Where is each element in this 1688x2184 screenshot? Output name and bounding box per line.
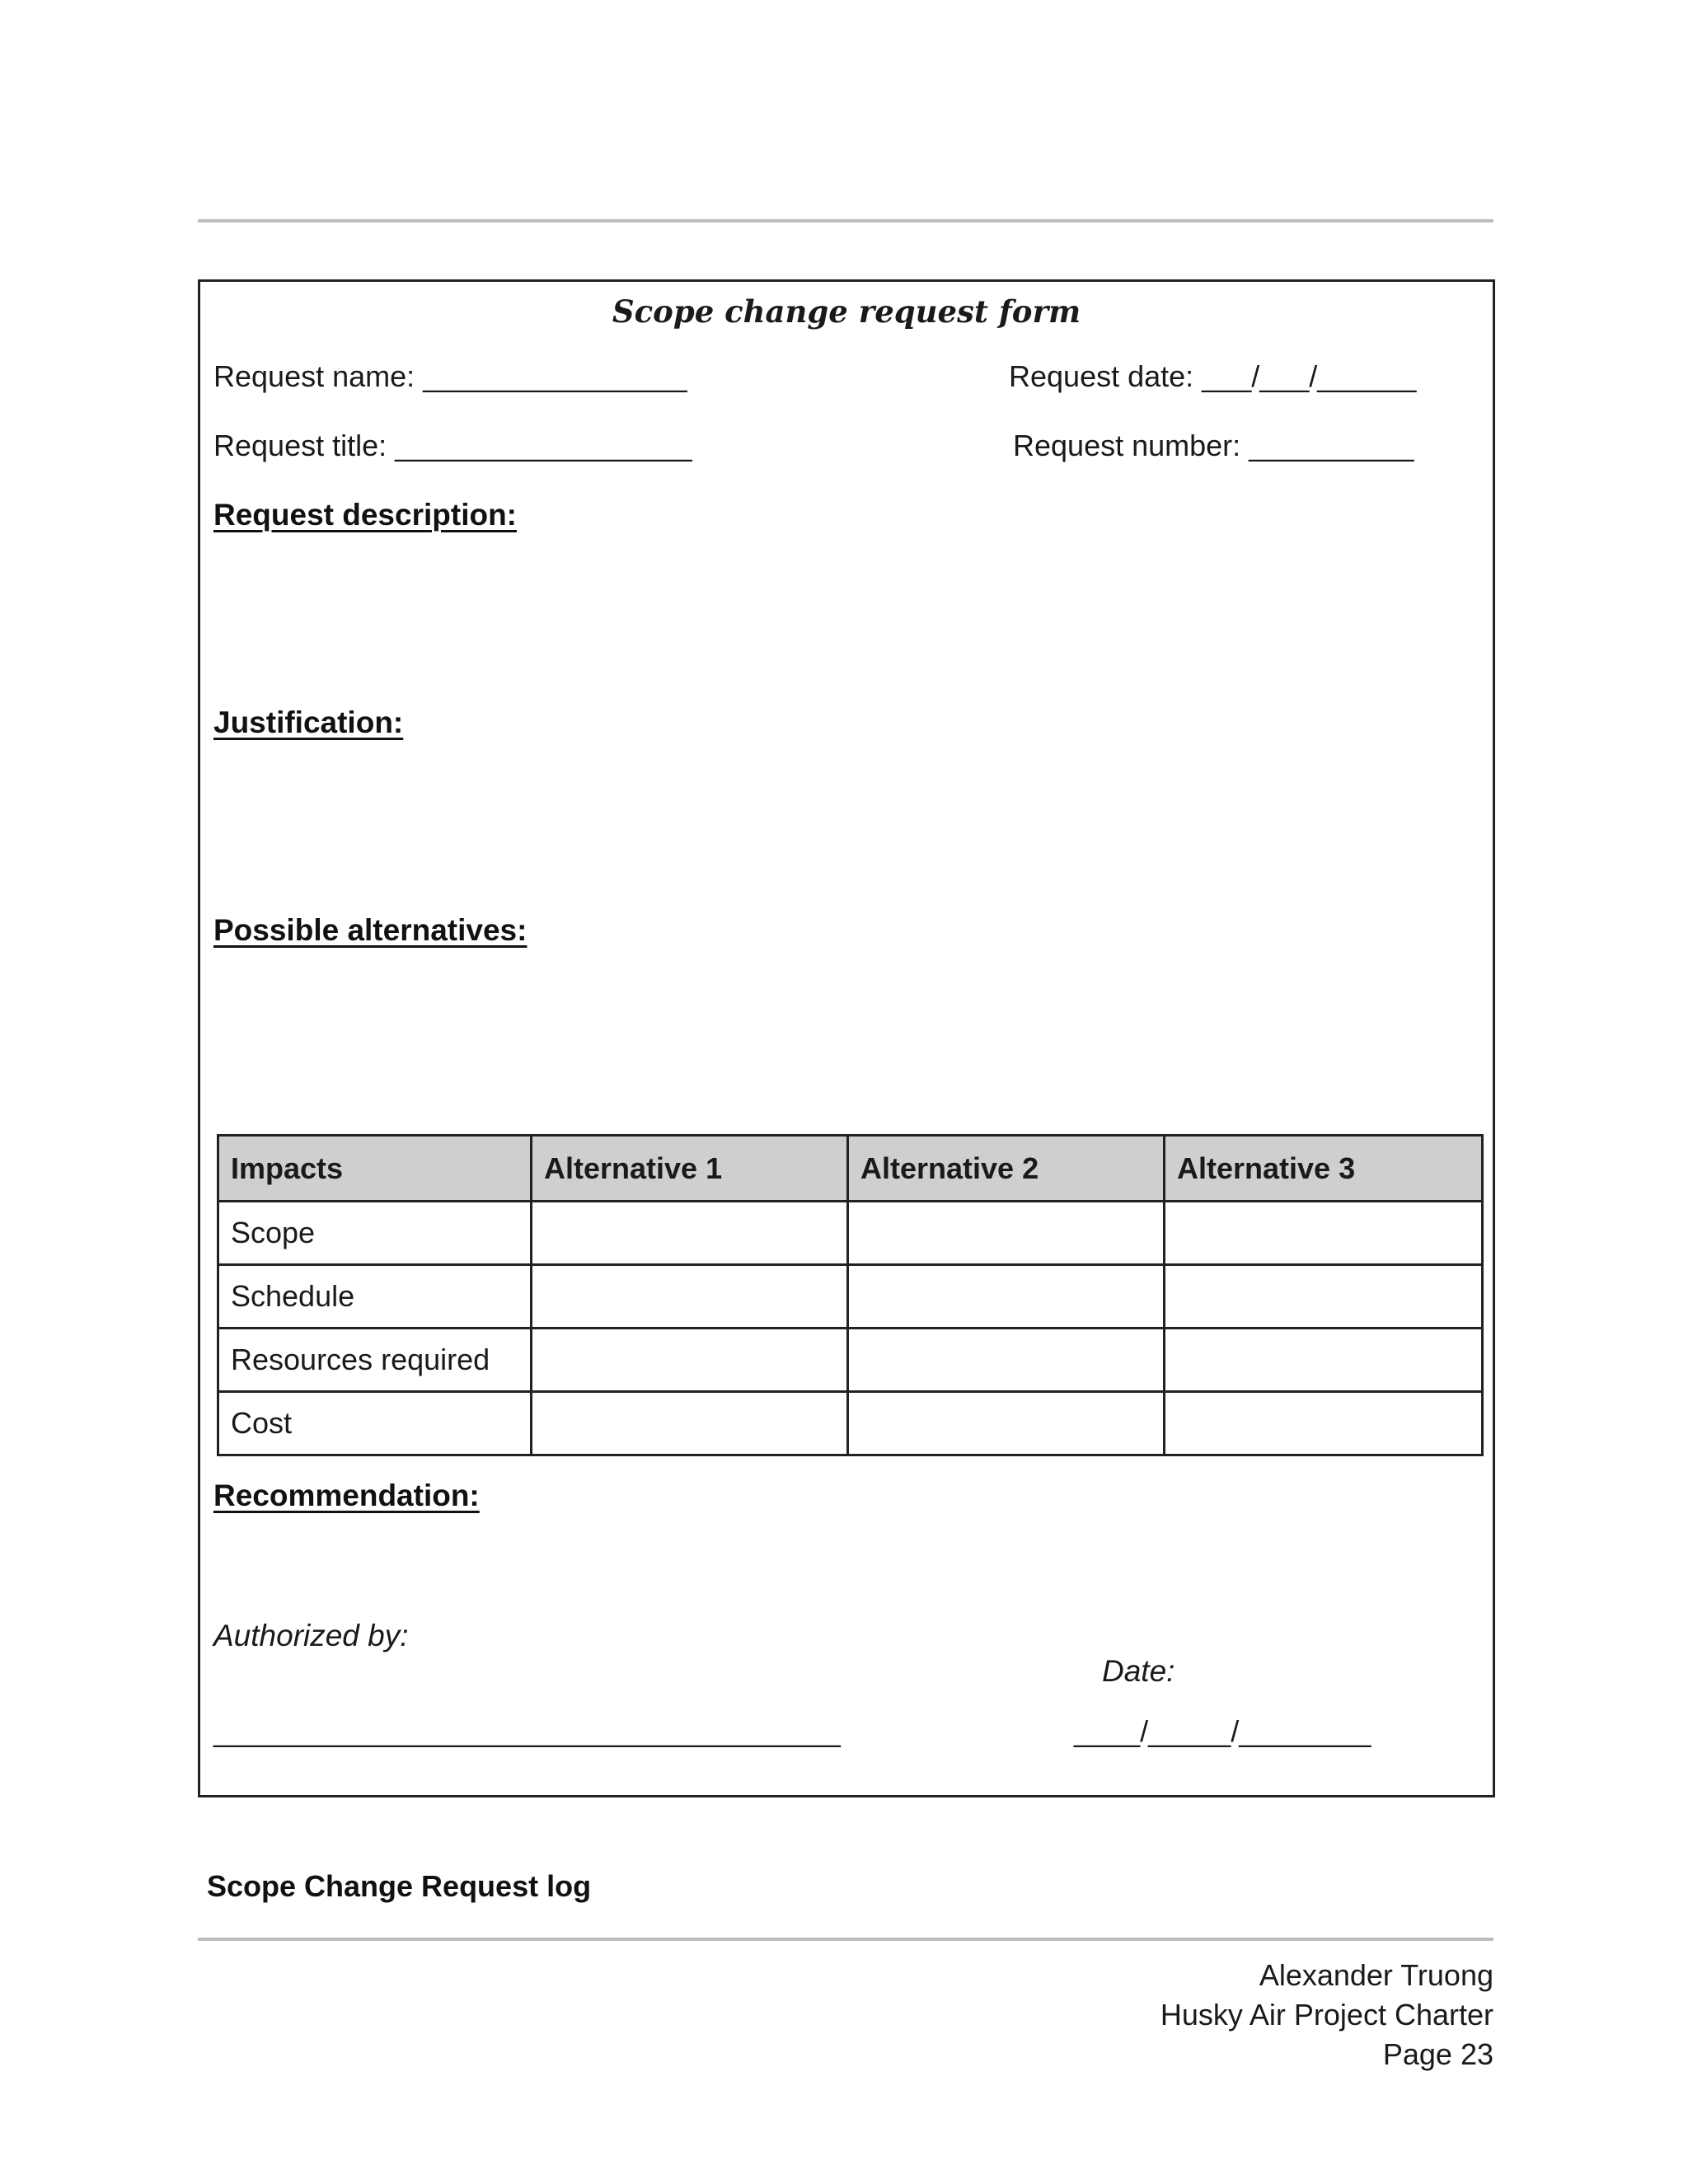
scope-change-request-log-heading: Scope Change Request log bbox=[207, 1869, 592, 1903]
recommendation-heading: Recommendation: bbox=[213, 1479, 480, 1512]
table-row bbox=[218, 1265, 1483, 1329]
date-line: ____/_____/________ bbox=[1074, 1714, 1372, 1748]
possible-alternatives-heading: Possible alternatives: bbox=[213, 913, 528, 947]
footer-author: Alexander Truong bbox=[1259, 1958, 1493, 1992]
row-label-scope: Scope bbox=[218, 1202, 532, 1265]
footer-page-number: Page 23 bbox=[1382, 2037, 1493, 2071]
request-number-field: Request number: __________ bbox=[1013, 429, 1414, 462]
date-label: Date: bbox=[1102, 1654, 1175, 1688]
table-cell bbox=[1165, 1329, 1483, 1392]
table-cell bbox=[532, 1392, 848, 1455]
table-cell bbox=[848, 1202, 1165, 1265]
footer-document-title: Husky Air Project Charter bbox=[1160, 1998, 1493, 2032]
table-row bbox=[218, 1202, 1483, 1265]
column-header-alternative-2: Alternative 2 bbox=[848, 1136, 1165, 1202]
table-row bbox=[218, 1392, 1483, 1455]
row-label-schedule: Schedule bbox=[218, 1265, 532, 1329]
row-label-resources-required: Resources required bbox=[218, 1329, 532, 1392]
request-date-field: Request date: ___/___/______ bbox=[1009, 359, 1417, 393]
table-cell bbox=[1165, 1392, 1483, 1455]
column-header-impacts: Impacts bbox=[218, 1136, 532, 1202]
table-cell bbox=[532, 1329, 848, 1392]
scope-change-form bbox=[198, 279, 1495, 1797]
request-name-field: Request name: ________________ bbox=[213, 359, 687, 393]
column-header-alternative-3: Alternative 3 bbox=[1165, 1136, 1483, 1202]
signature-line: ______________________________________ bbox=[213, 1714, 841, 1748]
form-title: Scope change request form bbox=[612, 293, 1081, 330]
table-cell bbox=[848, 1265, 1165, 1329]
table-cell bbox=[1165, 1202, 1483, 1265]
request-description-heading: Request description: bbox=[213, 498, 517, 532]
table-cell bbox=[1165, 1265, 1483, 1329]
authorized-by-label: Authorized by: bbox=[213, 1619, 409, 1652]
table-cell bbox=[532, 1265, 848, 1329]
table-row bbox=[218, 1329, 1483, 1392]
table-cell bbox=[848, 1392, 1165, 1455]
table-cell bbox=[848, 1329, 1165, 1392]
impacts-table bbox=[217, 1134, 1484, 1456]
footer-divider bbox=[198, 1938, 1493, 1941]
header-divider bbox=[198, 219, 1493, 223]
table-cell bbox=[532, 1202, 848, 1265]
request-title-field: Request title: __________________ bbox=[213, 429, 692, 462]
table-header-row bbox=[218, 1136, 1483, 1202]
row-label-cost: Cost bbox=[218, 1392, 532, 1455]
column-header-alternative-1: Alternative 1 bbox=[532, 1136, 848, 1202]
justification-heading: Justification: bbox=[213, 705, 404, 739]
